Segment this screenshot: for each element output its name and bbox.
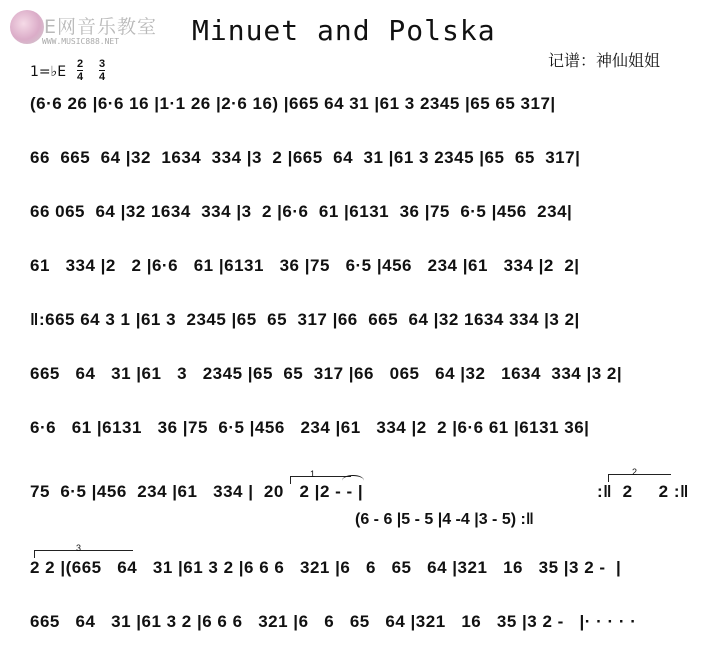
meter-b-top: 3 [99, 58, 106, 70]
logo-emblem-icon [10, 10, 44, 44]
site-logo [4, 8, 166, 54]
third-ending-number: 3 [76, 543, 82, 553]
second-ending-number: 2 [632, 467, 638, 477]
meter-a-top: 2 [77, 58, 84, 70]
key-signature: 1=♭E [30, 64, 67, 80]
score-line-3: 66 065 64 |32 1634 334 |3 2 |6·6 61 |6131 36 |75 6·5 |456 234| [30, 202, 573, 221]
tie-mark [342, 475, 364, 486]
score-line-10: 665 64 31 |61 3 2 |6 6 6 321 |6 6 65 64 |321 16 35 |3 2 - |· · · · · [30, 612, 637, 631]
alternate-phrase: (6 - 6 |5 - 5 |4 -4 |3 - 5) :‖ [355, 511, 534, 528]
logo-text: E网音乐教室 [44, 16, 158, 38]
time-signature-b [99, 58, 105, 83]
score-line-7: 6·6 61 |6131 36 |75 6·5 |456 234 |61 334 |2 2 |6·6 61 |6131 36| [30, 418, 590, 437]
score-line-5: ‖:665 64 3 1 |61 3 2345 |65 65 317 |66 665 64 |32 1634 334 |3 2| [30, 310, 580, 329]
second-ending-tail: :‖ 2 2 :‖ [597, 482, 689, 501]
meter-b-bottom: 4 [99, 71, 106, 83]
transcriber-credit: 记谱：神仙姐姐 [548, 51, 661, 70]
third-ending-bracket [34, 550, 133, 558]
score-line-4: 61 334 |2 2 |6·6 61 |6131 36 |75 6·5 |456 234 |61 334 |2 2| [30, 256, 580, 275]
score-line-1: (6·6 26 |6·6 16 |1·1 26 |2·6 16) |665 64 31 |61 3 2345 |65 65 317| [30, 94, 556, 113]
score-line-8: 75 6·5 |456 234 |61 334 | 20 2 |2 - - | [30, 482, 364, 501]
meter-a-bottom: 4 [77, 71, 84, 83]
logo-url: WWW.MUSIC888.NET [42, 37, 120, 46]
score-line-6: 665 64 31 |61 3 2345 |65 65 317 |66 065 64 |32 1634 334 |3 2| [30, 364, 623, 383]
page-title: Minuet and Polska [192, 14, 496, 47]
score-line-2: 66 665 64 |32 1634 334 |3 2 |665 64 31 |61 3 2345 |65 65 317| [30, 148, 581, 167]
second-ending-bracket [608, 474, 671, 482]
first-ending-number: 1 [310, 469, 316, 479]
time-signature-a [77, 58, 83, 83]
score-line-9: 2 2 |(665 64 31 |61 3 2 |6 6 6 321 |6 6 65 64 |321 16 35 |3 2 - | [30, 558, 622, 577]
